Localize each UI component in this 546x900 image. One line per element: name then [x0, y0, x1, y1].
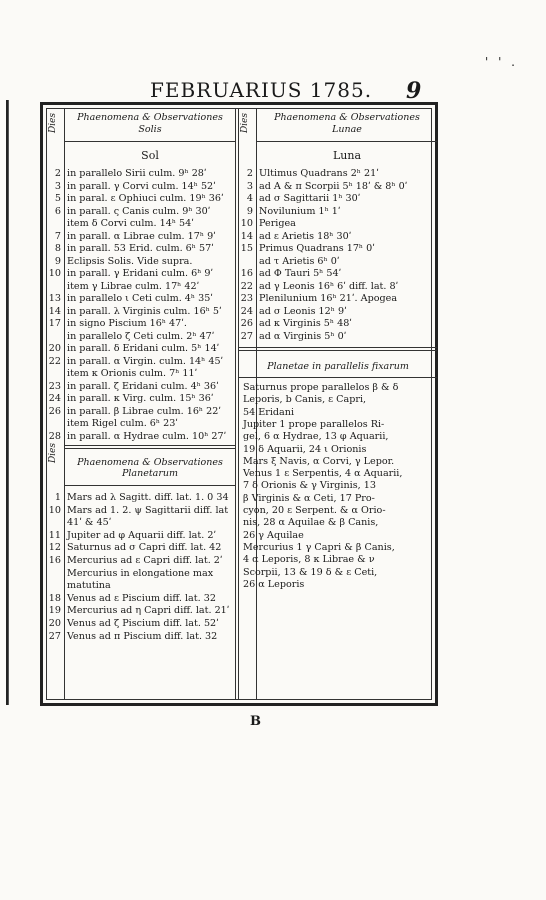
entry-text: item κ Orionis culm. 7ʰ 11ʹ	[67, 368, 198, 379]
entry-text: Novilunium 1ʰ 1ʹ	[259, 205, 341, 217]
day-number: 27	[48, 630, 61, 642]
list-item: 26 α Leporis	[243, 578, 305, 590]
entry-text: in parall. 53 Erid. culm. 6ʰ 57ʹ	[67, 243, 214, 254]
printer-signature: B	[250, 714, 261, 729]
entry-text: in parall. β Librae culm. 16ʰ 22ʹ	[67, 405, 222, 417]
entry-text: Mars ad 1. 2. ψ Sagittarii diff. lat	[67, 504, 229, 516]
entry-text: Venus ad ζ Piscium diff. lat. 52ʹ	[67, 618, 219, 629]
list-item: 54 Eridani	[243, 406, 295, 418]
left-column	[47, 109, 235, 699]
day-number: 26	[240, 318, 253, 329]
entry-text: ad ε Arietis 18ʰ 30ʹ	[259, 230, 352, 242]
sol-section-title-line1: Phaenomena & Observationes	[77, 112, 223, 123]
sol-title-rule	[64, 141, 235, 142]
entry-text: in parallelo ζ Ceti culm. 2ʰ 47ʹ	[67, 330, 215, 342]
day-number: 27	[240, 330, 253, 342]
planet-section-title	[67, 457, 233, 479]
entry-text: ad σ Sagittarii 1ʰ 30ʹ	[259, 193, 361, 204]
day-number: 5	[54, 193, 61, 204]
right-column	[239, 109, 437, 699]
entry-text: in parall. α Hydrae culm. 10ʰ 27ʹ	[67, 430, 227, 442]
entry-text: Plenilunium 16ʰ 21ʹ. Apogea	[259, 293, 398, 304]
sol-label: Sol	[141, 149, 159, 162]
entry-text: in parall. ζ Eridani culm. 4ʰ 36ʹ	[67, 380, 219, 392]
luna-label: Luna	[332, 149, 362, 162]
day-number: 11	[48, 529, 61, 541]
day-number: 9	[54, 255, 61, 267]
sol-section-title-line2: Solis	[138, 124, 162, 135]
fix-title-rule	[239, 377, 437, 378]
entry-text: in parall. ς Canis culm. 9ʰ 30ʹ	[67, 205, 211, 217]
entry-text: ad κ Virginis 5ʰ 48ʹ	[259, 318, 352, 329]
entry-text: ad γ Leonis 16ʰ 6ʹ diff. lat. 8ʹ	[259, 280, 399, 292]
luna-section-title-line1: Phaenomena & Observationes	[274, 112, 420, 123]
entry-text: in parall. α Librae culm. 17ʰ 9ʹ	[67, 230, 216, 242]
list-item: Mercurius 1 γ Capri & β Canis,	[243, 541, 395, 553]
entry-text: in parall. δ Eridani culm. 5ʰ 14ʹ	[67, 343, 220, 354]
entry-text: Venus ad ε Piscium diff. lat. 32	[67, 592, 216, 604]
day-number: 20	[48, 618, 61, 629]
entry-text: Mars ad λ Sagitt. diff. lat. 1. 0 34	[67, 492, 229, 503]
list-item: Leporis, b Canis, ε Capri,	[243, 394, 367, 406]
day-number: 10	[240, 218, 253, 229]
entry-text: item δ Corvi culm. 14ʰ 54ʹ	[67, 218, 194, 229]
entry-text: in parall. γ Eridani culm. 6ʰ 9ʹ	[67, 268, 214, 279]
list-item: cyon, 20 ε Serpent. & α Orio-	[243, 505, 386, 516]
entry-text: ad A & π Scorpii 5ʰ 18ʹ & 8ʰ 0ʹ	[259, 180, 408, 192]
day-number: 16	[240, 268, 253, 279]
entry-text: Mercurius ad ε Capri diff. lat. 2ʹ	[67, 555, 223, 566]
entry-text: Mercurius ad η Capri diff. lat. 21ʹ	[67, 605, 230, 617]
table-frame	[40, 102, 438, 706]
list-item: β Virginis & α Ceti, 17 Pro-	[243, 492, 375, 504]
list-item: 7 δ Orionis & γ Virginis, 13	[243, 480, 376, 492]
day-number: 22	[240, 280, 253, 292]
luna-bottom-rule	[239, 347, 437, 348]
entry-text: item γ Librae culm. 17ʰ 42ʹ	[67, 280, 200, 292]
sol-section-title	[67, 112, 233, 136]
table-frame-inner	[46, 108, 432, 700]
day-number: 18	[48, 592, 61, 604]
entry-text: 41ʹ & 45ʹ	[67, 517, 112, 529]
entry-text: ad σ Leonis 12ʰ 9ʹ	[259, 305, 347, 317]
entry-text: ad τ Arietis 6ʰ 0ʹ	[259, 255, 340, 267]
luna-section-title-line2: Lunae	[332, 124, 362, 135]
list-item: Venus 1 ε Serpentis, 4 α Aquarii,	[243, 468, 403, 480]
left-dies-label-lower: Dies	[48, 443, 58, 464]
entry-text: in paral. ε Ophiuci culm. 19ʰ 36ʹ	[67, 193, 224, 204]
entry-text: Mercurius in elongatione max	[67, 567, 214, 579]
day-number: 14	[48, 305, 61, 317]
list-item: 26 γ Aquilae	[243, 529, 304, 541]
day-number: 8	[54, 243, 61, 254]
day-number: 15	[240, 243, 253, 254]
list-item: Jupiter 1 prope parallelos Ri-	[243, 418, 385, 430]
planet-section-title-line1: Phaenomena & Observationes	[77, 457, 223, 468]
entry-text: in parall. α Virgin. culm. 14ʰ 45ʹ	[67, 355, 224, 367]
day-number: 6	[54, 205, 61, 217]
fix-section-title: Planetae in parallelis fixarum	[267, 361, 409, 372]
list-item: Mars ξ Navis, α Corvi, γ Lepor.	[243, 455, 395, 467]
entry-text: in parall. γ Corvi culm. 14ʰ 52ʹ	[67, 180, 216, 192]
entry-text: Saturnus ad σ Capri diff. lat. 42	[67, 542, 222, 554]
day-number: 7	[54, 230, 61, 242]
day-number: 10	[48, 268, 61, 279]
entry-text: Ultimus Quadrans 2ʰ 21ʹ	[259, 168, 379, 179]
left-dies-label: Dies	[48, 113, 58, 134]
day-number: 22	[48, 355, 61, 367]
day-number: 3	[246, 180, 253, 192]
day-number: 24	[48, 393, 61, 404]
page-number: 9	[406, 78, 422, 104]
corner-marks: ' ' .	[484, 55, 518, 69]
list-item: Saturnus prope parallelos β & δ	[243, 382, 399, 393]
entry-text: in signo Piscium 16ʰ 47ʹ.	[67, 318, 187, 329]
day-number: 24	[240, 305, 253, 317]
entry-text: matutina	[67, 580, 111, 592]
day-number: 12	[48, 542, 61, 554]
list-item: gel, 6 α Hydrae, 13 φ Aquarii,	[243, 431, 389, 443]
right-dies-label: Dies	[240, 113, 250, 134]
left-page-edge-line	[8, 100, 9, 705]
entry-text: ad α Virginis 5ʰ 0ʹ	[259, 330, 347, 342]
day-number: 3	[54, 180, 61, 192]
list-item: 19 δ Aquarii, 24 ι Orionis	[243, 443, 367, 455]
entry-text: item Rigel culm. 6ʰ 23ʹ	[67, 418, 178, 429]
day-number: 20	[48, 343, 61, 354]
sol-bottom-rule-2	[64, 448, 235, 449]
list-item: 4 α Leporis, 8 κ Librae & ν	[243, 554, 375, 566]
entry-text: in parall. κ Virg. culm. 15ʰ 36ʹ	[67, 393, 214, 404]
day-number: 23	[48, 380, 61, 392]
day-number: 2	[54, 168, 61, 179]
entry-text: Venus ad π Piscium diff. lat. 32	[67, 630, 218, 642]
sol-bottom-rule	[64, 445, 235, 446]
day-number: 23	[240, 293, 253, 304]
day-number: 2	[246, 168, 253, 179]
day-number: 26	[48, 405, 61, 417]
luna-section-title	[259, 112, 435, 136]
entry-text: Eclipsis Solis. Vide supra.	[67, 255, 193, 267]
left-page-edge	[0, 100, 8, 705]
day-number: 16	[48, 555, 61, 566]
entry-text: Primus Quadrans 17ʰ 0ʹ	[259, 243, 375, 254]
entry-text: in parall. λ Virginis culm. 16ʰ 5ʹ	[67, 305, 222, 317]
entry-text: in parallelo Sirii culm. 9ʰ 28ʹ	[67, 168, 207, 179]
list-item: nis, 28 α Aquilae & β Canis,	[243, 517, 379, 529]
day-number: 13	[48, 293, 61, 304]
day-number: 28	[48, 430, 61, 442]
planet-title-rule	[64, 485, 235, 486]
luna-bottom-rule-2	[239, 350, 437, 351]
luna-title-rule	[256, 141, 437, 142]
day-number: 4	[246, 193, 253, 204]
day-number: 19	[48, 605, 61, 617]
list-item: Scorpii, 13 & 19 δ & ε Ceti,	[243, 566, 378, 578]
day-number: 14	[240, 230, 253, 242]
day-number: 9	[246, 205, 253, 217]
page-header-title: FEBRUARIUS 1785.	[150, 78, 373, 102]
day-number: 10	[48, 504, 61, 516]
column-divider-a	[235, 109, 236, 699]
day-number: 17	[48, 318, 61, 329]
entry-text: in parallelo ι Ceti culm. 4ʰ 35ʹ	[67, 293, 213, 304]
day-number: 1	[54, 492, 61, 503]
planet-section-title-line2: Planetarum	[122, 468, 178, 479]
entry-text: Jupiter ad φ Aquarii diff. lat. 2ʹ	[67, 529, 217, 541]
entry-text: ad Φ Tauri 5ʰ 54ʹ	[259, 268, 342, 279]
entry-text: Perigea	[259, 218, 296, 229]
